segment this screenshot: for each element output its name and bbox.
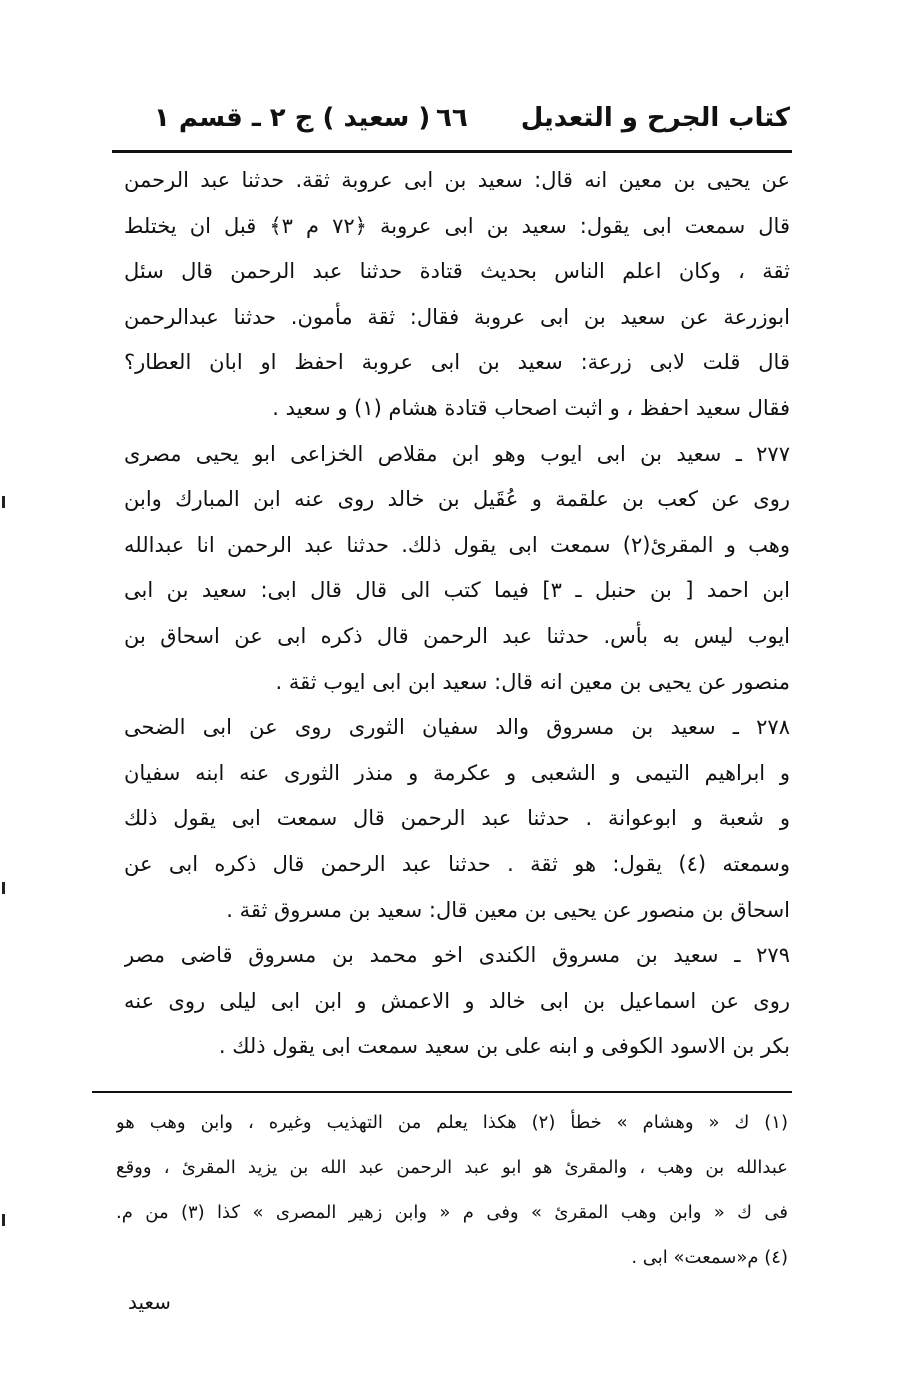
text-line: وهب و المقرئ(٢) سمعت ابى يقول ذلك. حدثنا عبد الرحمن انا عبدالله (124, 532, 790, 557)
text-line: ايوب ليس به بأس. حدثنا عبد الرحمن قال ذكره ابى عن اسحاق بن (124, 623, 790, 648)
text-line: ابوزرعة عن سعيد بن ابى عروبة فقال: ثقة مأمون. حدثنا عبدالرحمن (124, 304, 790, 329)
text-line: فقال سعيد احفظ ، و اثبت اصحاب قتادة هشام (١) و سعيد . (272, 395, 790, 420)
book-title: كتاب الجرح و التعديل (520, 103, 790, 133)
entry-277-line: ٢٧٧ ـ سعيد بن ابى ايوب وهو ابن مقلاص الخزاعى ابو يحيى مصرى (124, 441, 790, 466)
catchword: سعيد (128, 1290, 171, 1314)
page-number: ٦٦ (436, 103, 468, 133)
text-line: قال سمعت ابى يقول: سعيد بن ابى عروبة ﴿٧٢ م ٣﴾ قبل ان يختلط (124, 213, 790, 238)
text-line: وسمعته (٤) يقول: هو ثقة . حدثنا عبد الرحمن قال ذكره ابى عن (124, 851, 790, 876)
footnote-line: عبدالله بن وهب ، والمقرئ هو ابو عبد الرحمن عبد الله بن يزيد المقرئ ، ووقع (116, 1157, 788, 1178)
text-line: ابن احمد [ بن حنبل ـ ٣] فيما كتب الى قال قال ابى: سعيد بن ابى (124, 578, 790, 603)
text-line: اسحاق بن منصور عن يحيى بن معين قال: سعيد بن مسروق ثقة . (226, 897, 790, 922)
scan-mark (2, 1214, 5, 1226)
scan-mark (2, 496, 5, 508)
footnotes (116, 1100, 788, 1280)
text-line: قال قلت لابى زرعة: سعيد بن ابى عروبة احفظ او ابان العطار؟ (124, 350, 790, 375)
running-header (118, 96, 790, 140)
footnote-line: (٤) م«سمعت» ابى . (631, 1247, 788, 1268)
section-label: ( سعيد ) ج ٢ ـ قسم ١ (154, 103, 431, 133)
text-line: روى عن كعب بن علقمة و عُقَيل بن خالد روى عنه ابن المبارك وابن (124, 487, 790, 512)
text-line: و ابراهيم التيمى و الشعبى و عكرمة و منذر الثورى عنه ابنه سفيان (124, 760, 790, 785)
footnote-line: فى ك « وابن وهب المقرئ » وفى م « وابن زهير المصرى » كذا (٣) من م. (116, 1202, 788, 1223)
entry-279-line: ٢٧٩ ـ سعيد بن مسروق الكندى اخو محمد بن مسروق قاضى مصر (124, 943, 790, 968)
scan-mark (2, 882, 5, 894)
text-line: بكر بن الاسود الكوفى و ابنه على بن سعيد سمعت ابى يقول ذلك . (218, 1034, 790, 1059)
text-line: ثقة ، وكان اعلم الناس بحديث قتادة حدثنا عبد الرحمن قال سئل (124, 259, 790, 284)
text-line: و شعبة و ابوعوانة . حدثنا عبد الرحمن قال سمعت ابى يقول ذلك (124, 806, 790, 831)
entry-278-line: ٢٧٨ ـ سعيد بن مسروق والد سفيان الثورى روى عن ابى الضحى (124, 715, 790, 740)
text-line: عن يحيى بن معين انه قال: سعيد بن ابى عروبة ثقة. حدثنا عبد الرحمن (124, 168, 790, 192)
footnote-rule (92, 1091, 792, 1093)
text-line: منصور عن يحيى بن معين انه قال: سعيد ابن ابى ايوب ثقة . (275, 669, 790, 694)
footnote-line: (١) ك « وهشام » خطأ (٢) هكذا يعلم من التهذيب وغيره ، وابن وهب هو (116, 1112, 788, 1133)
text-line: روى عن اسماعيل بن ابى خالد و الاعمش و ابن ابى ليلى روى عنه (124, 988, 790, 1013)
header-rule (112, 150, 792, 153)
main-text (124, 158, 790, 1070)
